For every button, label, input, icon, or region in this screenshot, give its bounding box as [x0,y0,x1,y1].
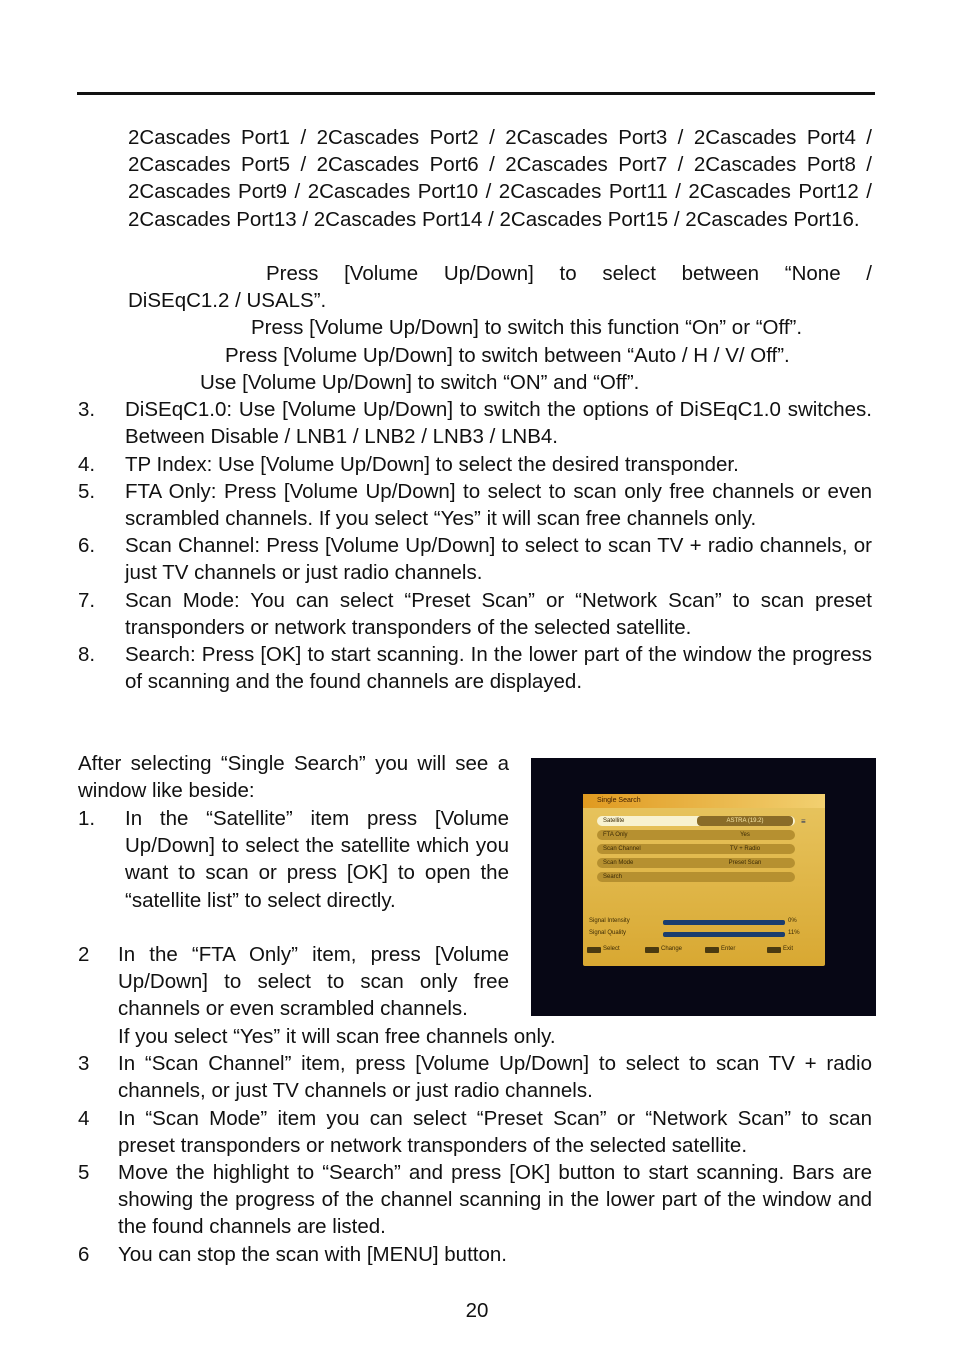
signal-quality-value: 11% [788,930,800,936]
list-item-text: In “Scan Channel” item, press [Volume Up/Down] to select to scan TV + radio channels, or just TV channels or just radio channels. [118,1052,872,1103]
list-item-text: TP Index: Use [Volume Up/Down] to select the desired transponder. [125,453,739,476]
osd-row-label: Scan Mode [603,860,634,866]
key-icon [767,947,781,953]
page-number: 20 [465,1299,489,1322]
list-item-text: In the “FTA Only” item, press [Volume Up/Down] to select to scan only free channels or even scrambled channels. [118,943,509,1021]
signal-quality-label: Signal Quality [589,930,627,936]
list-item-text: In “Scan Mode” item you can select “Preset Scan” or “Network Scan” to scan preset transponders or network transponders of the selected satellite. [118,1107,872,1158]
list-item-number: 5. [78,480,96,503]
signal-intensity-value: 0% [788,918,797,924]
osd-row-scan-mode [597,858,795,868]
signal-intensity-label: Signal Intensity [589,918,630,924]
list-item-number: 1. [78,807,96,830]
list-item-number: 7. [78,589,96,612]
osd-row-value: Yes [740,832,750,838]
list-item-number: 3 [78,1052,90,1075]
list-item-number: 3. [78,398,96,421]
list-item-number: 6 [78,1243,90,1266]
list-item-text: In the “Satellite” item press [Volume Up/Down] to select the satellite which you want to scan or press [OK] to open the “satellite list” to select directly. [125,807,509,912]
cascades-options-text: 2Cascades Port1 / 2Cascades Port2 / 2Cascades Port3 / 2Cascades Port4 / 2Cascades Port5 / 2Cascades Port6 / 2Cascades Port7 / 2Cascades Port8 / 2Cascades Port9 / 2Cascades Port10 / 2Cascades Port11 / 2Cascades Port12 / 2Cascades Port13 / 2Cascades Port14 / 2Cascades Port15 / 2Cascades Port16. [128,126,872,231]
osd-row-search [597,872,795,882]
polarization-text: Press [Volume Up/Down] to switch between “Auto / H / V/ Off”. [225,344,790,367]
list-item-text: Search: Press [OK] to start scanning. In the lower part of the window the progress of scanning and the found channels are displayed. [125,643,872,694]
osd-footer [583,944,825,958]
osd-title: Single Search [597,797,641,804]
scroll-icon: ≡ [801,817,806,826]
list-item-text: Scan Mode: You can select “Preset Scan” or “Network Scan” to scan preset transponders or network transponders of the selected satellite. [125,589,872,640]
motor-setting-line2: DiSEqC1.2 / USALS”. [128,289,327,312]
list-item-text: DiSEqC1.0: Use [Volume Up/Down] to switch the options of DiSEqC1.0 switches. Between Disable / LNB1 / LNB2 / LNB3 / LNB4. [125,398,872,449]
footer-change: Change [661,946,683,952]
list-item-number: 5 [78,1161,90,1184]
key-icon [645,947,659,953]
osd-row-fta [597,830,795,840]
key-icon [705,947,719,953]
motor-setting-line1: Press [Volume Up/Down] to select between “None / [266,262,872,285]
osd-row-scan-channel [597,844,795,854]
single-search-screenshot [531,758,876,1016]
footer-select: Select [603,946,620,952]
list-item-text: Scan Channel: Press [Volume Up/Down] to select to scan TV + radio channels, or just TV channels or just radio channels. [125,534,872,585]
list-item-text: Move the highlight to “Search” and press [OK] button to start scanning. Bars are showing the progress of the channel scanning in the lower part of the window and the found channels are listed. [118,1161,872,1239]
list-item-number: 6. [78,534,96,557]
osd-row-label: Scan Channel [603,846,641,852]
list-item-number: 8. [78,643,96,666]
list-item-number: 4 [78,1107,90,1130]
osd-row-label: FTA Only [603,832,628,838]
osd-row-value: ASTRA (19.2) [697,816,793,826]
lnb-power-text: Press [Volume Up/Down] to switch this function “On” or “Off”. [251,316,803,339]
key-icon [587,947,601,953]
list-item-text: You can stop the scan with [MENU] button. [118,1243,507,1266]
osd-row-label: Search [603,874,623,880]
footer-enter: Enter [721,946,736,952]
header-rule [77,92,875,95]
osd-title-bar [583,794,825,808]
list-item-number: 4. [78,453,96,476]
list-item-number: 2 [78,943,90,966]
signal-intensity-bar [663,920,785,925]
osd-row-value: Preset Scan [728,860,762,866]
osd-row-satellite [597,816,795,826]
osd-row-value: TV + Radio [729,846,761,852]
list-item-text: If you select “Yes” it will scan free channels only. [118,1025,556,1048]
signal-quality-bar [663,932,785,937]
list-item-text: FTA Only: Press [Volume Up/Down] to select to scan only free channels or even scrambled channels. If you select “Yes” it will scan free channels only. [125,480,872,531]
single-search-intro: After selecting “Single Search” you will see a window like beside: [78,752,509,803]
tone-text: Use [Volume Up/Down] to switch “ON” and “Off”. [200,371,640,394]
osd-window [583,794,825,966]
footer-exit: Exit [783,946,794,952]
osd-row-label: Satellite [603,818,625,824]
